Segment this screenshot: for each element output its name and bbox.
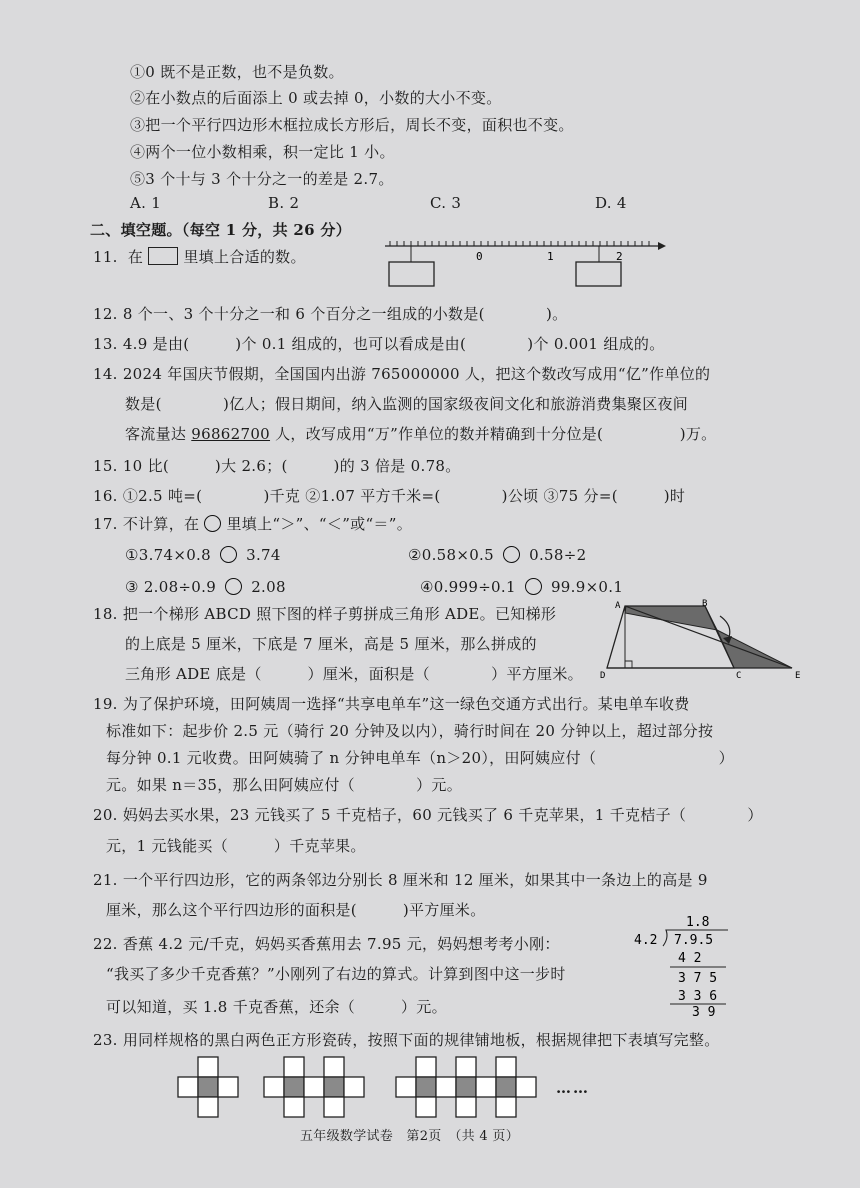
nl-label-2: 2 bbox=[616, 250, 623, 263]
division-step-3: 3 3 6 bbox=[678, 989, 718, 1004]
option-5: ⑤3 个十与 3 个十分之一的差是 2.7。 bbox=[130, 170, 394, 188]
q17-compare-3 bbox=[125, 577, 286, 597]
section-title: 二、填空题。（每空 1 分，共 26 分） bbox=[90, 221, 352, 239]
white-tile bbox=[476, 1077, 496, 1097]
white-tile bbox=[324, 1097, 344, 1117]
q12: 12. 8 个一、3 个十分之一和 6 个百分之一组成的小数是( )。 bbox=[93, 305, 568, 323]
q20-line1: 20. 妈妈去买水果，23 元钱买了 5 千克桔子，60 元钱买了 6 千克苹果，1 千克桔子（ ） bbox=[93, 806, 763, 824]
q19-line4: 元。如果 n＝35，那么田阿姨应付（ ）元。 bbox=[106, 776, 463, 794]
q17-c2-left: ②0.58×0.5 bbox=[408, 546, 494, 564]
white-tile bbox=[416, 1097, 436, 1117]
gray-tile bbox=[496, 1077, 516, 1097]
q13: 13. 4.9 是由( )个 0.1 组成的，也可以看成是由( )个 0.001 组成的。 bbox=[93, 335, 665, 353]
compare-circle-2[interactable] bbox=[503, 546, 520, 563]
nl-label-1: 1 bbox=[547, 250, 554, 263]
white-tile bbox=[198, 1097, 218, 1117]
page-footer: 五年级数学试卷 第2页 （共 4 页） bbox=[300, 1129, 520, 1144]
white-tile bbox=[396, 1077, 416, 1097]
q21-line2: 厘米，那么这个平行四边形的面积是( )平方厘米。 bbox=[106, 901, 486, 919]
q17-c1-left: ①3.74×0.8 bbox=[125, 546, 211, 564]
white-tile bbox=[344, 1077, 364, 1097]
division-step-1: 4 2 bbox=[678, 951, 702, 966]
choice-c: C. 3 bbox=[430, 194, 462, 212]
q22-line1: 22. 香蕉 4.2 元/千克，妈妈买香蕉用去 7.95 元，妈妈想考考小刚： bbox=[93, 935, 560, 953]
white-tile bbox=[496, 1057, 516, 1077]
q14-line3 bbox=[125, 424, 716, 444]
q17-text bbox=[93, 514, 412, 534]
q22-line2: “我买了多少千克香蕉？”小刚列了右边的算式。计算到图中这一步时 bbox=[106, 965, 566, 983]
gray-tile bbox=[456, 1077, 476, 1097]
label-d: D bbox=[600, 671, 606, 681]
q17-c3-right: 2.08 bbox=[251, 578, 286, 596]
q21-line1: 21. 一个平行四边形，它的两条邻边分别长 8 厘米和 12 厘米，如果其中一条边上的高是 9 bbox=[93, 871, 708, 889]
q18-line2: 的上底是 5 厘米，下底是 7 厘米，高是 5 厘米，那么拼成的 bbox=[125, 635, 537, 653]
q18-line3: 三角形 ADE 底是（ ）厘米，面积是（ ）平方厘米。 bbox=[125, 665, 583, 683]
long-division bbox=[630, 912, 740, 1018]
white-tile bbox=[264, 1077, 284, 1097]
q11-tail: 里填上合适的数。 bbox=[183, 248, 306, 266]
division-remainder: 3 9 bbox=[692, 1005, 716, 1020]
q17-compare-4 bbox=[420, 577, 623, 597]
white-tile bbox=[416, 1057, 436, 1077]
number-line bbox=[380, 232, 670, 292]
gray-tile bbox=[198, 1077, 218, 1097]
nl-label-0: 0 bbox=[476, 250, 483, 263]
white-tile bbox=[496, 1097, 516, 1117]
choice-d: D. 4 bbox=[595, 194, 627, 212]
answer-box-right[interactable] bbox=[576, 262, 621, 286]
white-tile bbox=[456, 1097, 476, 1117]
label-a: A bbox=[615, 601, 621, 611]
white-tile bbox=[218, 1077, 238, 1097]
q17-c4-right: 99.9×0.1 bbox=[550, 578, 624, 596]
white-tile bbox=[284, 1057, 304, 1077]
gray-tile bbox=[416, 1077, 436, 1097]
q16: 16. ①2.5 吨=( )千克 ②1.07 平方千米=( )公顷 ③75 分=( )时 bbox=[93, 487, 686, 505]
q11-text bbox=[93, 247, 306, 267]
white-tile bbox=[516, 1077, 536, 1097]
white-tile bbox=[436, 1077, 456, 1097]
q15: 15. 10 比( )大 2.6；( )的 3 倍是 0.78。 bbox=[93, 457, 461, 475]
trapezoid-figure bbox=[592, 598, 812, 684]
option-2: ②在小数点的后面添上 0 或去掉 0，小数的大小不变。 bbox=[130, 89, 502, 107]
white-tile bbox=[178, 1077, 198, 1097]
q17-tail: 里填上“＞”、“＜”或“＝”。 bbox=[226, 515, 412, 533]
q17-compare-2 bbox=[408, 545, 586, 565]
q14-line2: 数是( )亿人；假日期间，纳入监测的国家级夜间文化和旅游消费集聚区夜间 bbox=[125, 395, 689, 413]
q14-line3-b: 人，改写成用“万”作单位的数并精确到十分位是( )万。 bbox=[270, 425, 717, 443]
division-step-2: 3 7 5 bbox=[678, 971, 718, 986]
white-tile bbox=[324, 1057, 344, 1077]
q19-line1: 19. 为了保护环境，田阿姨周一选择“共享电单车”这一绿色交通方式出行。某电单车收费 bbox=[93, 695, 690, 713]
q17-c4-left: ④0.999÷0.1 bbox=[420, 578, 516, 596]
q14-number: 96862700 bbox=[191, 425, 271, 443]
option-1: ①0 既不是正数，也不是负数。 bbox=[130, 63, 344, 81]
q19-line2: 标准如下：起步价 2.5 元（骑行 20 分钟及以内），骑行时间在 20 分钟以上，超过部分按 bbox=[106, 722, 714, 740]
answer-box-icon bbox=[148, 247, 178, 265]
gray-tile bbox=[284, 1077, 304, 1097]
q23: 23. 用同样规格的黑白两色正方形瓷砖，按照下面的规律铺地板，根据规律把下表填写完整。 bbox=[93, 1031, 720, 1049]
option-3: ③把一个平行四边形木框拉成长方形后，周长不变，面积也不变。 bbox=[130, 116, 574, 134]
gray-tile bbox=[324, 1077, 344, 1097]
q11-number: 11. bbox=[93, 248, 118, 266]
label-c: C bbox=[736, 671, 742, 681]
ellipsis: …… bbox=[556, 1079, 590, 1097]
white-tile bbox=[198, 1057, 218, 1077]
white-tile bbox=[284, 1097, 304, 1117]
circle-icon bbox=[204, 515, 221, 532]
q19-line3: 每分钟 0.1 元收费。田阿姨骑了 n 分钟电单车（n＞20），田阿姨应付（ ） bbox=[106, 749, 734, 767]
compare-circle-4[interactable] bbox=[525, 578, 542, 595]
compare-circle-1[interactable] bbox=[220, 546, 237, 563]
q17-c1-right: 3.74 bbox=[246, 546, 281, 564]
white-tile bbox=[456, 1057, 476, 1077]
q18-line1: 18. 把一个梯形 ABCD 照下图的样子剪拼成三角形 ADE。已知梯形 bbox=[93, 605, 557, 623]
q17-head: 17. 不计算，在 bbox=[93, 515, 200, 533]
answer-box-left[interactable] bbox=[389, 262, 434, 286]
q22-line3: 可以知道，买 1.8 千克香蕉，还余（ ）元。 bbox=[106, 998, 447, 1016]
compare-circle-3[interactable] bbox=[225, 578, 242, 595]
q17-c2-right: 0.58÷2 bbox=[529, 546, 587, 564]
choice-b: B. 2 bbox=[268, 194, 300, 212]
q14-line1: 14. 2024 年国庆节假期，全国国内出游 765000000 人，把这个数改写成用“亿”作单位的 bbox=[93, 365, 711, 383]
division-quotient: 1.8 bbox=[686, 915, 710, 930]
q17-compare-1 bbox=[125, 545, 281, 565]
label-b: B bbox=[702, 599, 708, 609]
q14-line3-a: 客流量达 bbox=[125, 425, 192, 443]
q11-lead: 在 bbox=[127, 248, 144, 266]
q17-c3-left: ③ 2.08÷0.9 bbox=[125, 578, 217, 596]
option-4: ④两个一位小数相乘，积一定比 1 小。 bbox=[130, 143, 395, 161]
choice-a: A. 1 bbox=[130, 194, 162, 212]
label-e: E bbox=[795, 671, 801, 681]
division-dividend: 7.9.5 bbox=[674, 933, 714, 948]
white-tile bbox=[304, 1077, 324, 1097]
q20-line2: 元，1 元钱能买（ ）千克苹果。 bbox=[106, 837, 366, 855]
division-divisor: 4.2 bbox=[634, 933, 658, 948]
